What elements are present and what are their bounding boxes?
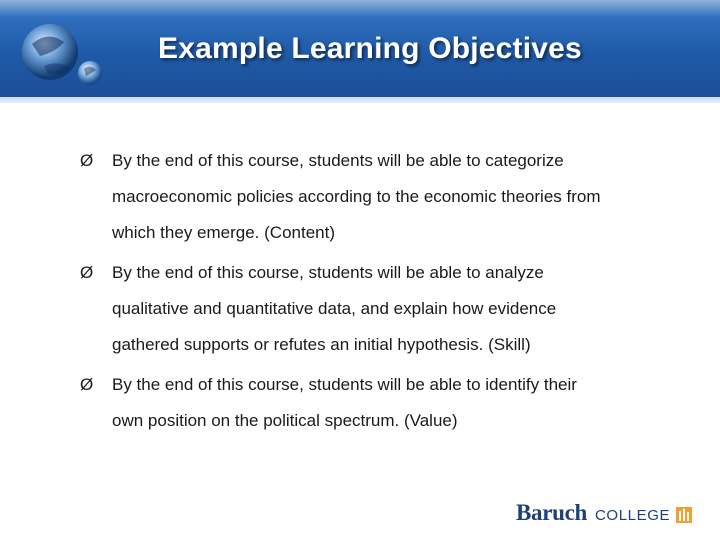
bullet-line: By the end of this course, students will be able to identify their — [112, 375, 577, 394]
slide-header — [0, 0, 720, 97]
header-divider — [0, 97, 720, 103]
bullet-item — [80, 143, 670, 251]
bullet-item — [80, 255, 670, 363]
arrow-bullet-icon: Ø — [80, 375, 94, 394]
bullet-line: By the end of this course, students will be able to analyze — [112, 263, 544, 282]
bullet-line: By the end of this course, students will be able to categorize — [112, 151, 564, 170]
bullet-item — [80, 367, 670, 439]
logo-brand-name: Baruch — [516, 500, 588, 525]
bullet-line: gathered supports or refutes an initial hypothesis. (Skill) — [112, 335, 531, 354]
college-mark-icon — [676, 507, 692, 523]
bullet-line: own position on the political spectrum. (Value) — [112, 411, 458, 430]
arrow-bullet-icon: Ø — [80, 151, 94, 170]
logo-brand-suffix: COLLEGE — [595, 507, 671, 524]
bullet-line: macroeconomic policies according to the economic theories from — [112, 187, 601, 206]
bullet-line: which they emerge. (Content) — [112, 223, 335, 242]
globe-logo-icon — [18, 22, 106, 92]
bullet-list — [80, 143, 670, 443]
slide-title: Example Learning Objectives — [158, 32, 582, 65]
arrow-bullet-icon: Ø — [80, 263, 94, 282]
baruch-college-logo — [516, 500, 696, 526]
bullet-line: qualitative and quantitative data, and explain how evidence — [112, 299, 557, 318]
